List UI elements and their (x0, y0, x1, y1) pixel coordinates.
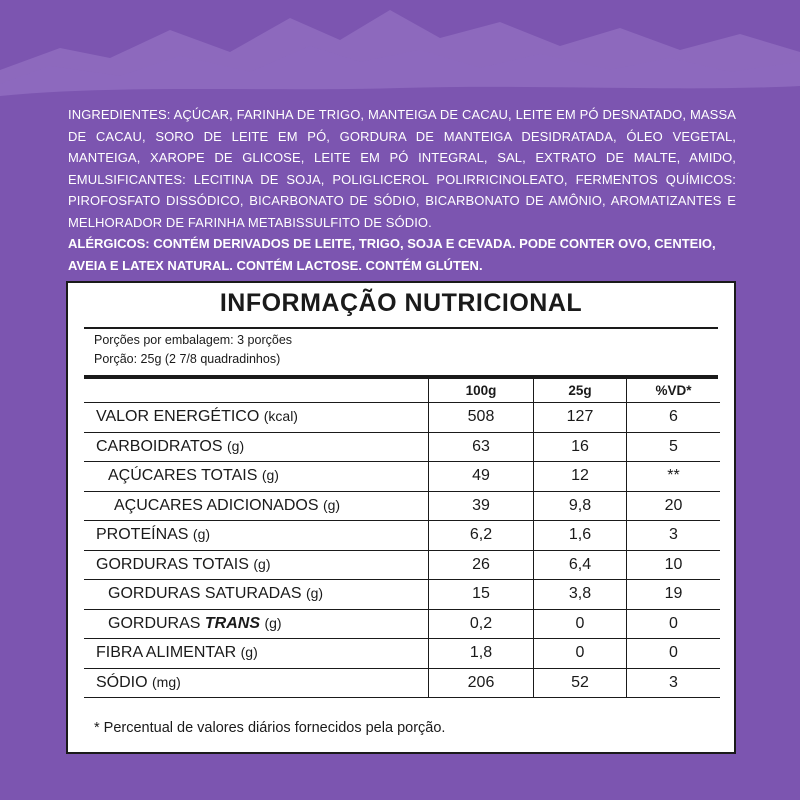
value-vd: ** (627, 462, 721, 492)
nutrient-unit: (g) (192, 526, 211, 543)
row-label (84, 521, 429, 551)
nutrient-unit: (g) (227, 437, 245, 454)
row-label (84, 462, 429, 492)
value-25g: 1,6 (534, 521, 627, 551)
value-100g: 0,2 (429, 609, 534, 639)
nutrient-name: SÓDIO (96, 673, 148, 691)
nutrient-unit: (g) (240, 644, 258, 661)
nutrient-name: GORDURAS TOTAIS (96, 555, 249, 573)
nutrient-name: GORDURAS SATURADAS (108, 585, 302, 603)
table-row (84, 609, 720, 639)
value-vd: 3 (627, 521, 721, 551)
nutrient-name: GORDURAS (108, 614, 201, 632)
value-100g: 508 (429, 403, 534, 433)
table-row (84, 462, 720, 492)
table-row (84, 668, 720, 698)
nutrient-unit: (g) (264, 614, 282, 631)
value-100g: 49 (429, 462, 534, 492)
value-vd: 5 (627, 432, 721, 462)
row-label (84, 668, 429, 698)
value-25g: 6,4 (534, 550, 627, 580)
value-25g: 16 (534, 432, 627, 462)
nutrient-name: AÇÚCARES TOTAIS (108, 467, 258, 485)
value-vd: 3 (627, 668, 721, 698)
nutrient-name: CARBOIDRATOS (96, 437, 223, 455)
title-divider (84, 327, 718, 329)
nutrient-unit: (g) (253, 555, 271, 572)
value-25g: 0 (534, 639, 627, 669)
nutrient-name: VALOR ENERGÉTICO (96, 408, 260, 426)
nutrient-name: AÇUCARES ADICIONADOS (114, 496, 319, 514)
nutrient-unit: (mg) (152, 673, 181, 690)
nutrient-unit: (g) (305, 585, 324, 602)
nutrient-unit: (kcal) (263, 408, 298, 425)
table-row (84, 432, 720, 462)
value-vd: 0 (627, 639, 721, 669)
row-label (84, 550, 429, 580)
value-25g: 127 (534, 403, 627, 433)
nutrient-name: PROTEÍNAS (96, 526, 189, 544)
value-100g: 1,8 (429, 639, 534, 669)
row-label (84, 403, 429, 433)
nutrient-unit: (g) (322, 496, 341, 513)
value-vd: 6 (627, 403, 721, 433)
value-100g: 206 (429, 668, 534, 698)
allergens-text: ALÉRGICOS: CONTÉM DERIVADOS DE LEITE, TRIGO, SOJA E CEVADA. PODE CONTER OVO, CENTEIO, AVEIA E LATEX NATURAL. CONTÉM LACTOSE. CONTÉM GLÚTEN. (68, 236, 716, 273)
table-row (84, 491, 720, 521)
row-label (84, 491, 429, 521)
value-100g: 15 (429, 580, 534, 610)
table-row (84, 550, 720, 580)
row-label (84, 432, 429, 462)
value-25g: 12 (534, 462, 627, 492)
servings-per-package: Porções por embalagem: 3 porções (94, 333, 293, 347)
table-row (84, 639, 720, 669)
row-label (84, 639, 429, 669)
value-vd: 10 (627, 550, 721, 580)
nutrition-facts-panel (66, 281, 736, 754)
table-row (84, 403, 720, 433)
value-100g: 26 (429, 550, 534, 580)
row-label (84, 609, 429, 639)
mountain-background (0, 0, 800, 110)
value-100g: 39 (429, 491, 534, 521)
row-label (84, 580, 429, 610)
value-vd: 19 (627, 580, 721, 610)
table-row (84, 580, 720, 610)
header-100g: 100g (429, 379, 534, 403)
value-100g: 6,2 (429, 521, 534, 551)
value-25g: 0 (534, 609, 627, 639)
value-25g: 52 (534, 668, 627, 698)
nutrient-unit: (g) (261, 467, 279, 484)
table-row (84, 521, 720, 551)
value-25g: 9,8 (534, 491, 627, 521)
value-vd: 0 (627, 609, 721, 639)
header-vd: %VD* (627, 379, 721, 403)
nutrient-name-italic: TRANS (204, 614, 261, 632)
table-header-row (84, 379, 720, 403)
serving-size: Porção: 25g (2 7/8 quadradinhos) (94, 352, 281, 366)
footnote: * Percentual de valores diários fornecidos pela porção. (94, 720, 446, 736)
panel-title: INFORMAÇÃO NUTRICIONAL (219, 289, 583, 317)
nutrient-name: FIBRA ALIMENTAR (96, 644, 237, 662)
nutrition-table (84, 379, 720, 698)
header-blank (84, 379, 429, 403)
value-25g: 3,8 (534, 580, 627, 610)
value-vd: 20 (627, 491, 721, 521)
value-100g: 63 (429, 432, 534, 462)
header-25g: 25g (534, 379, 627, 403)
ingredients-text: INGREDIENTES: AÇÚCAR, FARINHA DE TRIGO, MANTEIGA DE CACAU, LEITE EM PÓ DESNATADO, MASSA DE CACAU, SORO DE LEITE EM PÓ, GORDURA DE MANTEIGA DESIDRATADA, ÓLEO VEGETAL, MANTEIGA, XAROPE DE GLICOSE, LEITE EM PÓ INTEGRAL, SAL, EXTRATO DE MALTE, AMIDO, EMULSIFICANTES: LECITINA DE SOJA, POLIGLICEROL POLIRRICINOLEATO, FERMENTOS QUÍMICOS: PIROFOSFATO DISSÓDICO, BICARBONATO DE SÓDIO, BICARBONATO DE AMÔNIO, AROMATIZANTES E MELHORADOR DE FARINHA METABISSULFITO DE SÓDIO. (68, 107, 736, 230)
